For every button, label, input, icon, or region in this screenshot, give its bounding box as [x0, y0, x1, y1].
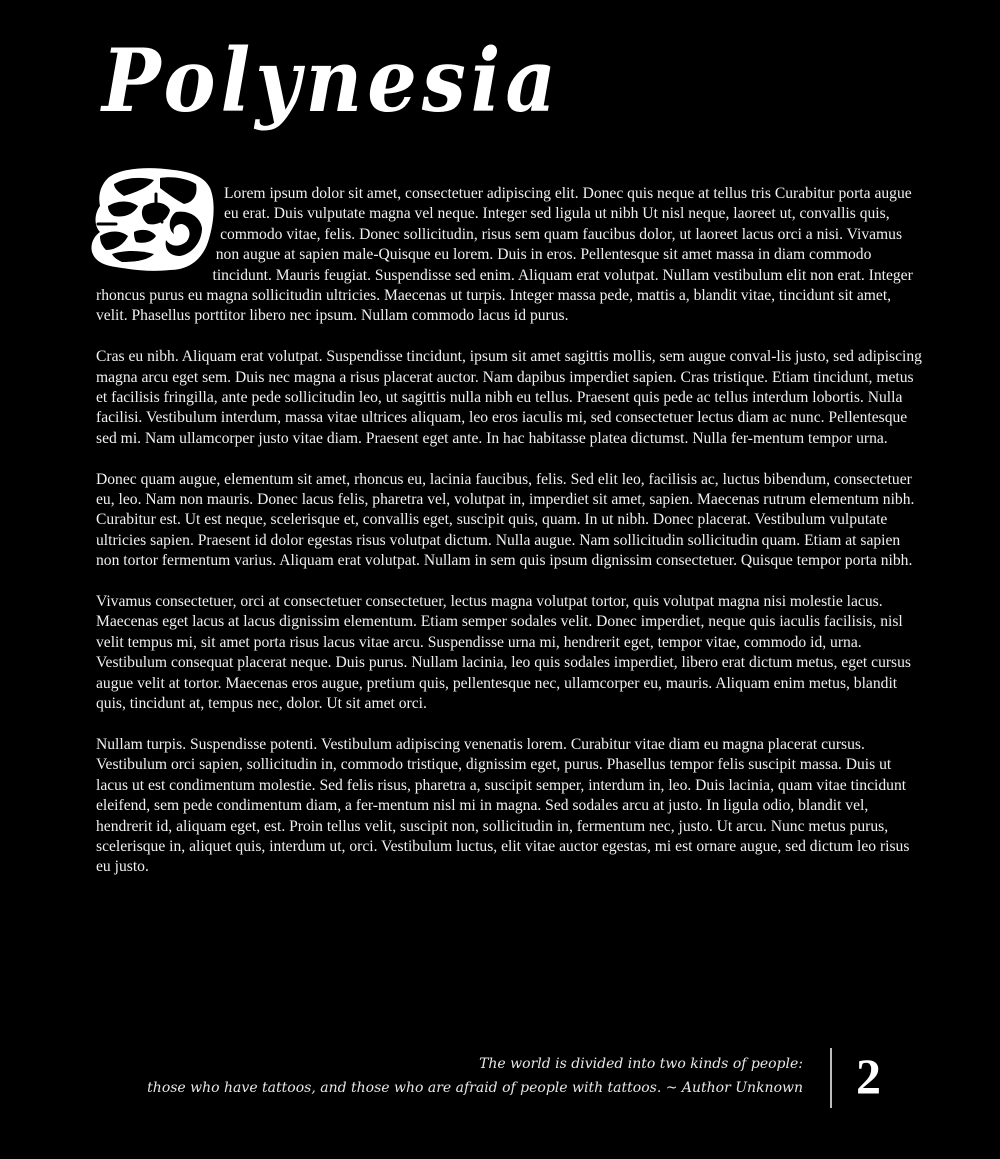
page-footer — [0, 1046, 1000, 1116]
page-number: 2 — [856, 1048, 881, 1104]
paragraph: Nullam turpis. Suspendisse potenti. Vestibulum adipiscing venenatis lorem. Curabitur vitae diam eu magna placerat cursus. Vestibulum orci sapien, sollicitudin in, commodo tristique, dignissim eget, purus. Phasellus tempor felis suscipit massa. Duis ut lacus ut est condimentum molestie. Sed felis risus, pharetra a, suscipit semper, interdum in, leo. Duis lacinia, quam vitae tincidunt eleifend, sem pede condimentum diam, a fer-mentum nisl mi in magna. Sed sodales arcu at justo. In ligula odio, blandit vel, hendrerit id, aliquam eget, est. Proin tellus velit, suscipit non, sollicitudin in, fermentum nec, justo. Ut arcu. Nunc metus purus, scelerisque in, aliquet quis, interdum ut, orci. Vestibulum luctus, elit vitae auctor egestas, mi est ornare augue, sed dictum leo risus eu justo. — [96, 735, 910, 876]
paragraph: Lorem ipsum dolor sit amet, consectetuer adipiscing elit. Donec quis neque at tellus tris Curabitur porta augue eu erat. Duis vulputate magna vel neque. Integer sed ligula ut nibh Ut nisl neque, laoreet ut, convallis quis, commodo vitae, felis. Donec sollicitudin, risus sem quam faucibus dolor, ut laoreet lacus orci a nisi. Vivamus non augue at sapien male-Quisque eu lorem. Duis in eros. Pellentesque sit amet massa in diam commodo tincidunt. Mauris feugiat. Suspendisse sed enim. Aliquam erat volutpat. Nullam vestibulum elit non erat. Integer rhoncus purus eu magna sollicitudin ultricies. Maecenas ut turpis. Integer massa pede, mattis a, blandit vitae, tincidunt sit amet, velit. Phasellus porttitor libero nec ipsum. Nullam commodo lacus id purus. — [96, 185, 913, 325]
paragraph: Donec quam augue, elementum sit amet, rhoncus eu, lacinia faucibus, felis. Sed elit leo, facilisis ac, luctus bibendum, consectetuer eu, leo. Nam non mauris. Donec lacus felis, pharetra vel, volutpat in, imperdiet sit amet, sapien. Maecenas rutrum elementum nibh. Curabitur est. Ut est neque, scelerisque et, convallis eget, suscipit quis, quam. In ut nibh. Donec placerat. Vestibulum vulputate ultricies sapien. Praesent id dolor egestas risus volutpat dictum. Nulla augue. Nam sollicitudin sollicitudin quam. Etiam at sapien non tortor fermentum varius. Aliquam erat volutpat. Nullam in sem quis ipsum dignissim consectetuer. Quisque tempor porta nibh. — [96, 470, 915, 570]
article-body — [96, 184, 924, 898]
paragraph: Vivamus consectetuer, orci at consectetuer consectetuer, lectus magna volutpat tortor, quis volutpat magna nisi molestie lacus. Maecenas eget lacus at lacus dignissim elementum. Etiam semper sodales velit. Donec imperdiet, neque quis iaculis facilisis, nisl velit tempus mi, sit amet porta risus lacus vitae arcu. Suspendisse urna mi, hendrerit eget, tempor vitae, commodo id, urna. Vestibulum consequat placerat neque. Duis purus. Nullam lacinia, leo quis sodales imperdiet, libero erat dictum metus, eget cursus augue velit at tortor. Maecenas eros augue, pretium quis, pellentesque nec, ullamcorper eu, mauris. Aliquam enim metus, blandit quis, tincidunt at, tempus nec, dolor. Ut sit amet orci. — [96, 593, 911, 713]
footer-quote-line: those who have tattoos, and those who are afraid of people with tattoos. ~ Author Unknown — [147, 1080, 803, 1096]
footer-quote-line: The world is divided into two kinds of people: — [479, 1056, 803, 1072]
footer-divider — [830, 1048, 832, 1108]
page-title: Polynesia — [102, 30, 561, 133]
paragraph: Cras eu nibh. Aliquam erat volutpat. Suspendisse tincidunt, ipsum sit amet sagittis mollis, sem augue conval-lis justo, sed adipiscing magna arcu eget sem. Duis nec magna a risus placerat auctor. Nam dapibus imperdiet sapien. Cras tristique. Etiam tincidunt, metus et facilisis fringilla, ante pede sollicitudin leo, ut sagittis nulla nibh eu tellus. Praesent quis pede ac tellus interdum lobortis. Nulla facilisi. Vestibulum interdum, massa vitae ultrices aliquam, leo eros iaculis mi, sed consectetuer lectus diam ac nunc. Pellentesque sed mi. Nam ullamcorper justo vitae diam. Praesent eget ante. In hac habitasse platea dictumst. Nulla fer-mentum tempor urna. — [96, 348, 922, 447]
tiki-glyph-icon — [90, 166, 216, 274]
footer-quote — [147, 1052, 803, 1100]
